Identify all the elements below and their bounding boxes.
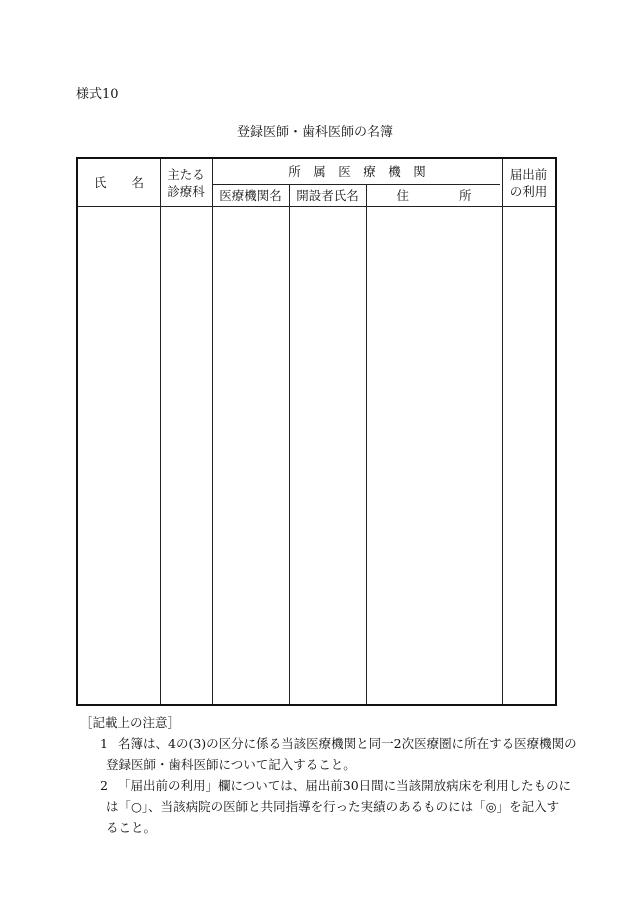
note-line: は「○」、当該病院の医師と共同指導を行った実績のあるものには「◎」を記入す bbox=[106, 799, 560, 814]
note-number: 2 bbox=[100, 778, 108, 793]
note-number: 1 bbox=[100, 736, 108, 751]
header-name bbox=[78, 159, 160, 206]
header-founder-name-label: 開設者氏名 bbox=[296, 187, 359, 203]
note-line: 登録医師・歯科医師について記入すること。 bbox=[106, 757, 356, 772]
header-specialty-line2: 診療科 bbox=[167, 183, 205, 199]
document-title: 登録医師・歯科医師の名簿 bbox=[236, 125, 393, 140]
header-institution-name-label: 医療機関名 bbox=[219, 187, 282, 203]
header-affiliation-group bbox=[212, 159, 502, 184]
physician-register-table bbox=[76, 157, 557, 706]
table-body-empty bbox=[78, 207, 555, 704]
note-line: 「届出前の利用」欄については、届出前30日間に当該開放病床を利用したものに bbox=[118, 778, 572, 793]
header-specialty-line1: 主たる bbox=[167, 166, 205, 182]
header-affiliation-label: 所 属 医 療 機 関 bbox=[288, 164, 426, 179]
header-founder-name bbox=[289, 184, 366, 206]
header-institution-name bbox=[212, 184, 289, 206]
note-item-2 bbox=[100, 775, 572, 838]
header-prior-use bbox=[502, 159, 555, 206]
note-line: ること。 bbox=[106, 820, 157, 835]
header-prior-use-line1: 届出前 bbox=[509, 166, 548, 182]
note-line: 名簿は、4の(3)の区分に係る当該医療機関と同一2次医療圏に所在する医療機関の bbox=[118, 736, 577, 751]
header-address bbox=[366, 184, 502, 206]
header-specialty bbox=[160, 159, 212, 206]
header-name-label: 氏 名 bbox=[93, 175, 144, 190]
form-number: 様式10 bbox=[76, 87, 119, 102]
note-item-1 bbox=[100, 733, 577, 775]
header-address-label: 住 所 bbox=[396, 187, 472, 203]
header-prior-use-line2: の利用 bbox=[509, 183, 548, 199]
notes-heading: ［記載上の注意］ bbox=[80, 715, 181, 730]
